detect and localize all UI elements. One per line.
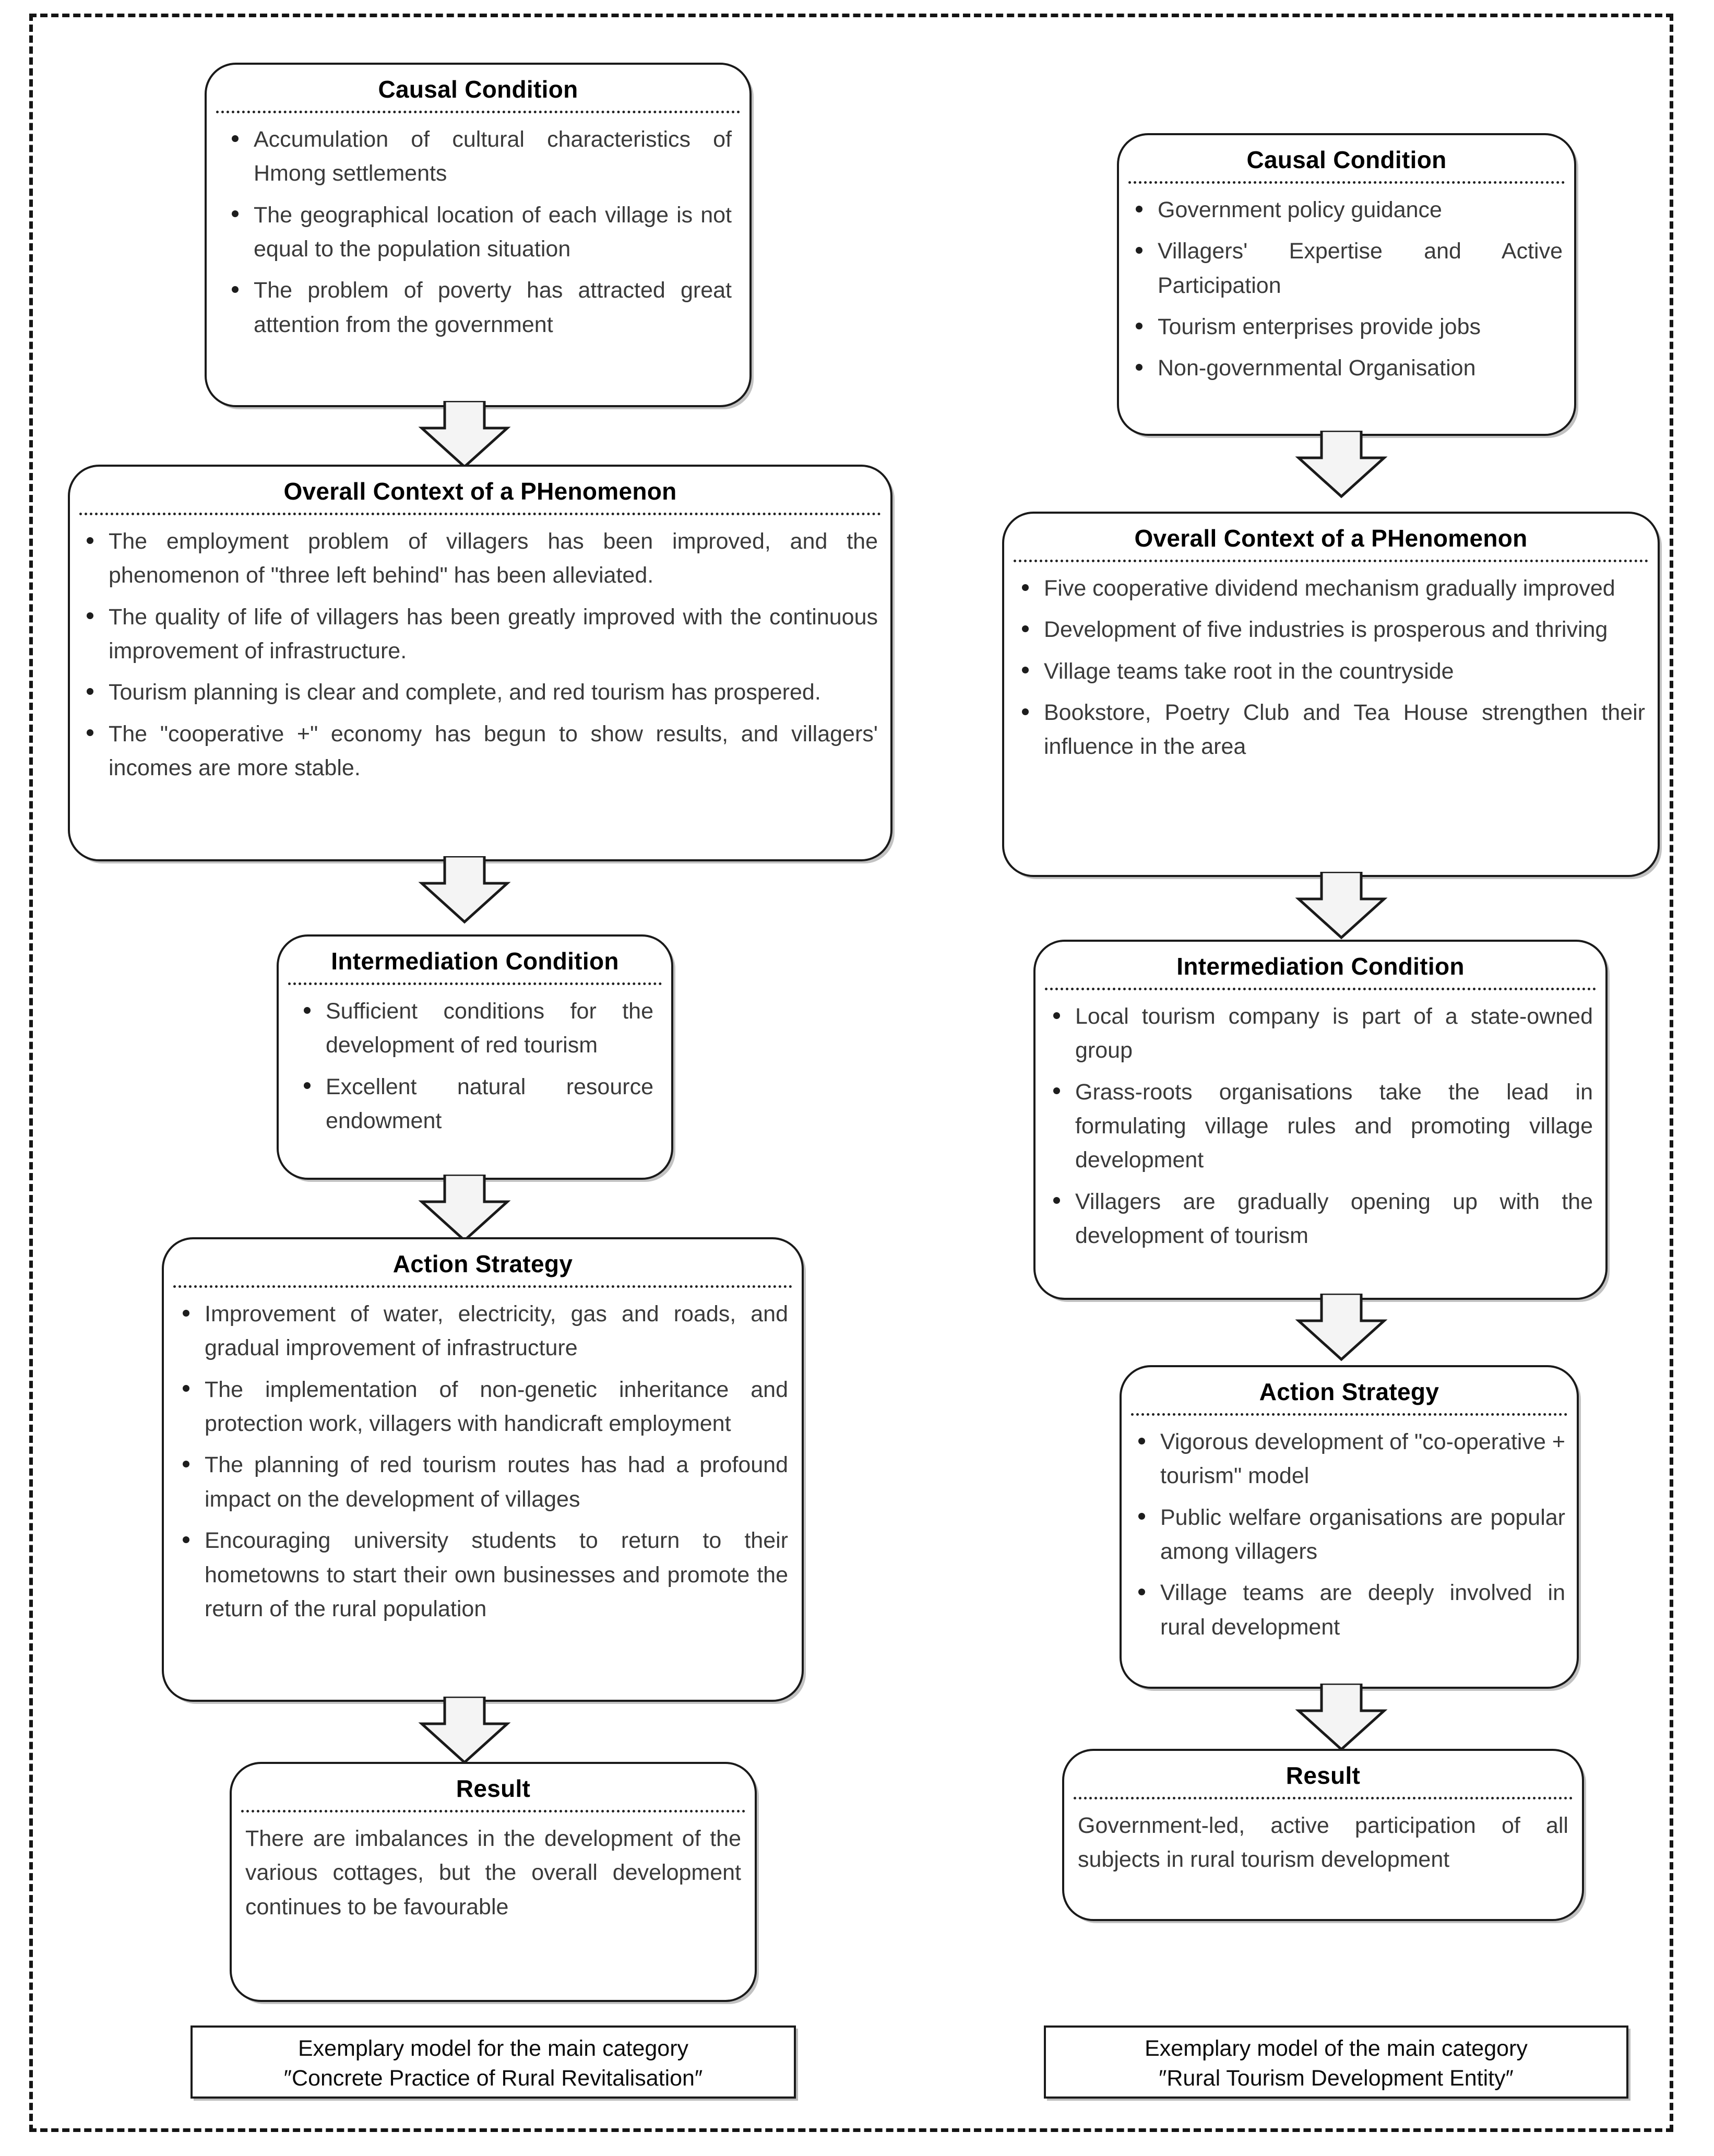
left-result-box (230, 1762, 757, 2002)
arrow-left-action-to-result (412, 1697, 517, 1764)
list-item: Accumulation of cultural characteristics of Hmong settlements (224, 123, 732, 191)
list-item: The implementation of non-genetic inheritance and protection work, villagers with handicraft employment (175, 1373, 788, 1441)
list-item: Sufficient conditions for the development of red tourism (296, 994, 653, 1063)
list-item: The geographical location of each village is not equal to the population situation (224, 198, 732, 267)
arrow-left-context-to-intermediation (412, 856, 517, 924)
arrow-right-causal-to-context (1289, 431, 1394, 499)
bullet-list (175, 1297, 788, 1626)
list-item: The planning of red tourism routes has had a profound impact on the development of villages (175, 1448, 788, 1517)
left-causal-condition-box (205, 63, 752, 407)
left-action-strategy-box (162, 1237, 804, 1702)
list-item: The "cooperative +" economy has begun to show results, and villagers' incomes are more stable. (79, 717, 878, 786)
list-item: Excellent natural resource endowment (296, 1070, 653, 1139)
right-action-strategy-box (1120, 1365, 1579, 1689)
right-intermediation-condition-box (1033, 940, 1608, 1300)
left-intermediation-condition-body (279, 985, 671, 1148)
list-item: Improvement of water, electricity, gas and roads, and gradual improvement of infrastructure (175, 1297, 788, 1366)
left-result-body (232, 1813, 755, 1935)
right-causal-condition-title: Causal Condition (1246, 146, 1447, 173)
list-item: Villagers' Expertise and Active Participation (1128, 234, 1563, 303)
arrow-right-intermediation-to-action (1289, 1294, 1394, 1361)
list-item: Vigorous development of "co-operative + tourism" model (1131, 1425, 1565, 1494)
list-item: Development of five industries is prosperous and thriving (1015, 613, 1645, 647)
list-item: Non-governmental Organisation (1128, 351, 1563, 385)
left-intermediation-condition-box (277, 934, 673, 1180)
bullet-list (296, 994, 653, 1138)
arrow-right-context-to-intermediation (1289, 872, 1394, 940)
right-result-box (1062, 1749, 1584, 1921)
list-item: Grass-roots organisations take the lead in formulating village rules and promoting village development (1046, 1075, 1593, 1178)
right-overall-context-body (1004, 562, 1658, 775)
list-item: The problem of poverty has attracted great attention from the government (224, 274, 732, 342)
right-caption-line1: Exemplary model of the main category (1145, 2036, 1528, 2061)
list-item: Government policy guidance (1128, 193, 1563, 227)
arrow-left-intermediation-to-action (412, 1175, 517, 1242)
bullet-list (1046, 1000, 1593, 1253)
arrow-left-causal-to-context (412, 401, 517, 469)
list-item: Encouraging university students to return to their hometowns to start their own businesses and promote the return of the rural population (175, 1524, 788, 1626)
list-item: Tourism enterprises provide jobs (1128, 310, 1563, 344)
left-result-title: Result (456, 1775, 531, 1802)
list-item: Public welfare organisations are popular among villagers (1131, 1501, 1565, 1569)
list-item: Local tourism company is part of a state-owned group (1046, 1000, 1593, 1068)
bullet-list (224, 123, 732, 342)
list-item: Tourism planning is clear and complete, and red tourism has prospered. (79, 676, 878, 709)
left-action-strategy-body (164, 1288, 802, 1637)
list-item: The quality of life of villagers has been greatly improved with the continuous improvement of infrastructure. (79, 600, 878, 669)
right-caption-box (1044, 2025, 1628, 2099)
list-item: Five cooperative dividend mechanism gradually improved (1015, 572, 1645, 606)
left-action-strategy-title: Action Strategy (392, 1250, 573, 1277)
right-causal-condition-box (1117, 133, 1576, 436)
right-action-strategy-body (1122, 1416, 1577, 1655)
list-item: Village teams take root in the countryside (1015, 655, 1645, 689)
list-item: Village teams are deeply involved in rural development (1131, 1576, 1565, 1644)
right-intermediation-condition-body (1035, 990, 1605, 1264)
arrow-right-action-to-result (1289, 1684, 1394, 1751)
right-caption-line2: ″Rural Tourism Development Entity″ (1159, 2065, 1514, 2091)
left-overall-context-body (70, 515, 890, 796)
list-item: Bookstore, Poetry Club and Tea House strengthen their influence in the area (1015, 696, 1645, 764)
left-causal-condition-body (207, 113, 749, 352)
left-overall-context-box (68, 465, 892, 861)
right-overall-context-title: Overall Context of a PHenomenon (1134, 525, 1528, 552)
left-overall-context-title: Overall Context of a PHenomenon (283, 478, 677, 505)
list-item: Villagers are gradually opening up with the development of tourism (1046, 1185, 1593, 1253)
right-action-strategy-title: Action Strategy (1259, 1378, 1439, 1405)
left-caption-line2: ″Concrete Practice of Rural Revitalisation″ (283, 2065, 703, 2091)
left-caption-line1: Exemplary model for the main category (297, 2036, 689, 2061)
right-overall-context-box (1002, 512, 1660, 877)
result-text: There are imbalances in the development of the various cottages, but the overall development continues to be favourable (245, 1826, 741, 1920)
right-causal-condition-body (1119, 184, 1574, 396)
left-causal-condition-title: Causal Condition (378, 76, 578, 103)
result-text: Government-led, active participation of all subjects in rural tourism development (1078, 1813, 1568, 1873)
bullet-list (1128, 193, 1563, 386)
left-caption-box (191, 2025, 796, 2099)
bullet-list (1015, 572, 1645, 764)
right-result-body (1064, 1799, 1582, 1888)
bullet-list (1131, 1425, 1565, 1644)
left-intermediation-condition-title: Intermediation Condition (331, 947, 619, 975)
right-intermediation-condition-title: Intermediation Condition (1176, 953, 1465, 980)
right-result-title: Result (1286, 1762, 1361, 1789)
list-item: The employment problem of villagers has been improved, and the phenomenon of "three left behind" has been alleviated. (79, 525, 878, 593)
bullet-list (79, 525, 878, 786)
